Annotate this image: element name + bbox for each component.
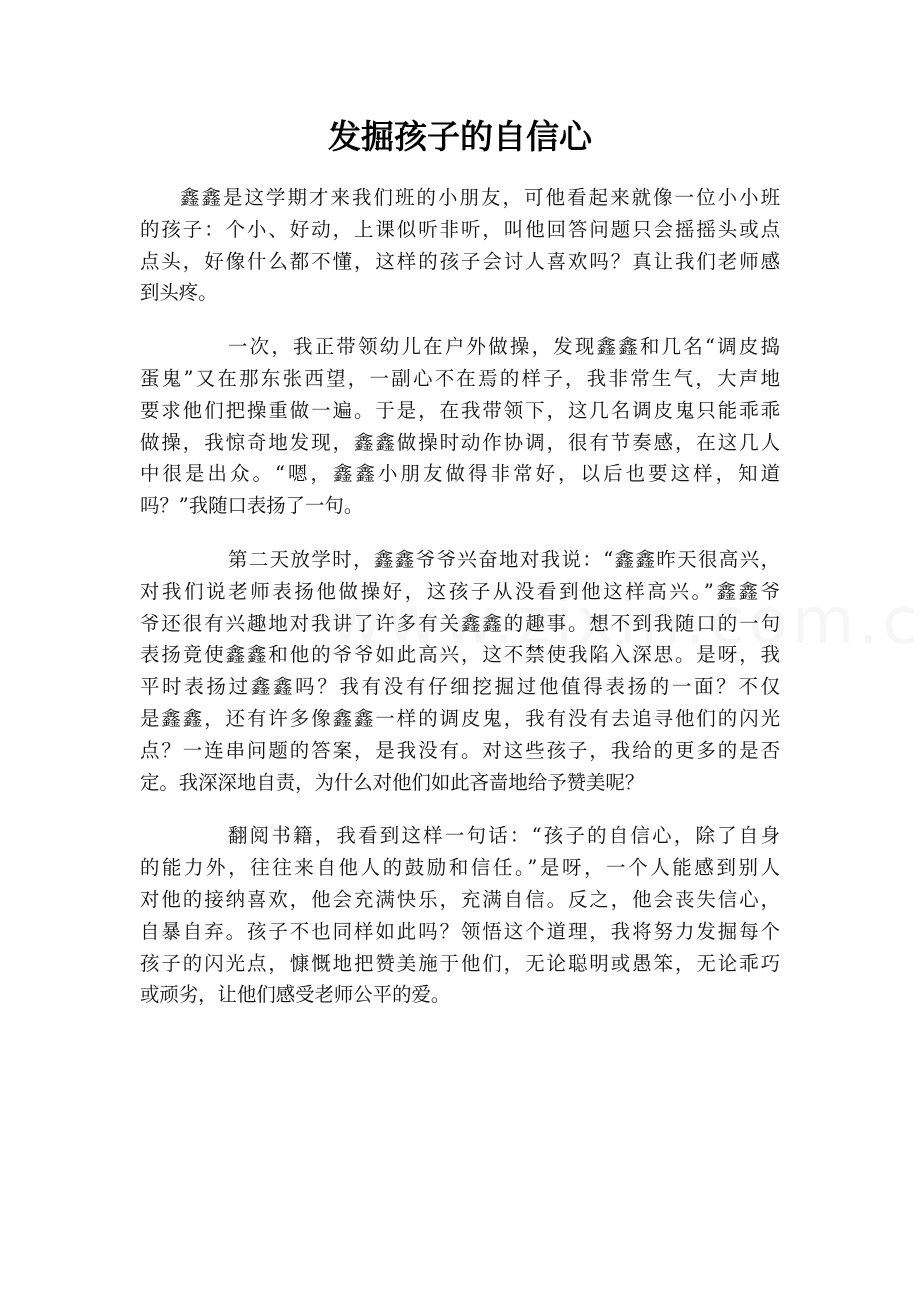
text-line: 孩子的闪光点，慷慨地把赞美施于他们，无论聪明或愚笨，无论乖巧 bbox=[140, 951, 780, 975]
text-line: 中很是出众。“嗯，鑫鑫小朋友做得非常好，以后也要这样，知道 bbox=[140, 462, 780, 486]
text-line: 点？一连串问题的答案，是我没有。对这些孩子，我给的更多的是否 bbox=[140, 738, 780, 762]
text-line: 鑫鑫是这学期才来我们班的小朋友，可他看起来就像一位小小班 bbox=[180, 186, 780, 209]
paragraph-1 bbox=[140, 182, 780, 309]
text-line: 吗？”我随口表扬了一句。 bbox=[140, 494, 364, 518]
paragraph-4 bbox=[140, 820, 780, 1011]
text-line: 对我们说老师表扬他做操好，这孩子从没看到他这样高兴。”鑫鑫爷 bbox=[140, 579, 780, 603]
text-line: 一次，我正带领幼儿在户外做操，发现鑫鑫和几名“调皮捣 bbox=[228, 335, 780, 359]
text-line: 的孩子：个小、好动，上课似听非听，叫他回答问题只会摇摇头或点 bbox=[140, 217, 780, 241]
paragraph-3 bbox=[140, 544, 780, 798]
text-line: 自暴自弃。孩子不也同样如此吗？领悟这个道理，我将努力发掘每个 bbox=[140, 919, 780, 943]
text-line: 对他的接纳喜欢，他会充满快乐，充满自信。反之，他会丧失信心， bbox=[140, 887, 780, 911]
text-line: 要求他们把操重做一遍。于是，在我带领下，这几名调皮鬼只能乖乖 bbox=[140, 398, 780, 422]
text-line: 蛋鬼”又在那东张西望，一副心不在焉的样子，我非常生气，大声地 bbox=[140, 366, 780, 390]
document-body bbox=[140, 182, 780, 1033]
paragraph-2 bbox=[140, 331, 780, 522]
text-line: 到头疼。 bbox=[140, 281, 218, 305]
text-line: 的能力外，往往来自他人的鼓励和信任。”是呀，一个人能感到别人 bbox=[140, 856, 780, 880]
text-line: 是鑫鑫，还有许多像鑫鑫一样的调皮鬼，我有没有去追寻他们的闪光 bbox=[140, 706, 780, 730]
document-title: 发掘孩子的自信心 bbox=[328, 117, 592, 156]
text-line: 翻阅书籍，我看到这样一句话：“孩子的自信心，除了自身 bbox=[228, 824, 780, 848]
text-line: 或顽劣，让他们感受老师公平的爱。 bbox=[140, 983, 451, 1007]
text-line: 点头，好像什么都不懂，这样的孩子会讨人喜欢吗？真让我们老师感 bbox=[140, 249, 780, 273]
text-line: 定。我深深地自责，为什么对他们如此吝啬地给予赞美呢？ bbox=[140, 770, 645, 794]
text-line: 表扬竟使鑫鑫和他的爷爷如此高兴，这不禁使我陷入深思。是呀，我 bbox=[140, 643, 780, 667]
text-line: 做操，我惊奇地发现，鑫鑫做操时动作协调，很有节奏感，在这几人 bbox=[140, 430, 780, 454]
text-line: 爷还很有兴趣地对我讲了许多有关鑫鑫的趣事。想不到我随口的一句 bbox=[140, 611, 780, 635]
text-line: 第二天放学时，鑫鑫爷爷兴奋地对我说：“鑫鑫昨天很高兴， bbox=[228, 547, 780, 571]
text-line: 平时表扬过鑫鑫吗？我有没有仔细挖掘过他值得表扬的一面？不仅 bbox=[140, 675, 780, 699]
